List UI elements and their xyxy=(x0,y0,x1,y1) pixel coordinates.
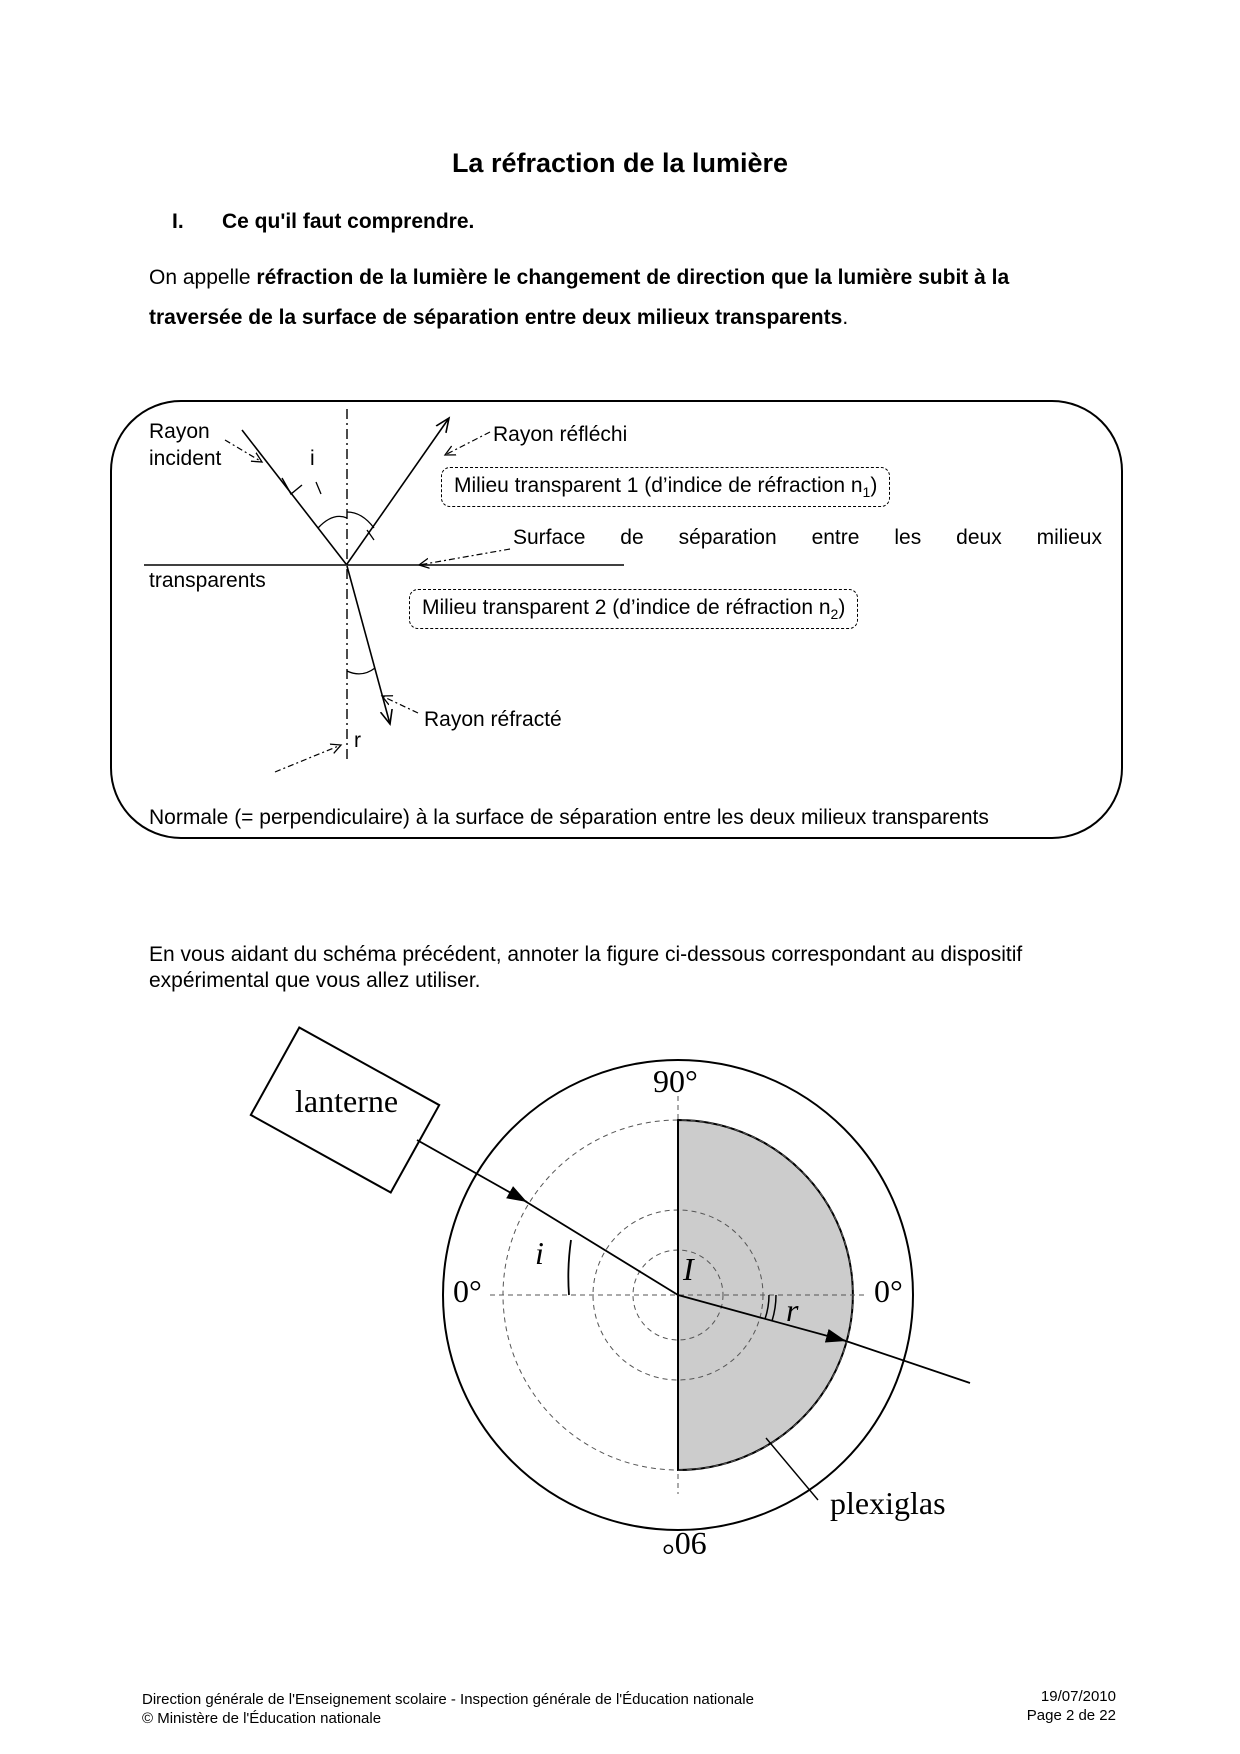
pointer-surface xyxy=(419,549,510,565)
milieu-2-text: Milieu transparent 2 (d’indice de réfraction n xyxy=(422,596,831,619)
label-rayon-refracte: Rayon réfracté xyxy=(424,708,562,731)
label-figure-i: i xyxy=(535,1235,544,1271)
label-surface-line2: transparents xyxy=(149,569,266,592)
label-rayon-reflechi: Rayon réfléchi xyxy=(493,423,628,446)
footer-left xyxy=(142,1690,754,1728)
milieu-1-sub: 1 xyxy=(862,484,871,501)
label-angle-r: r xyxy=(354,729,361,752)
figure-incident-ray xyxy=(417,1140,527,1202)
surface-word: entre xyxy=(811,526,860,549)
footer-line2: © Ministère de l'Éducation nationale xyxy=(142,1710,382,1727)
label-surface-line1 xyxy=(513,526,1102,550)
label-angle-left: 0° xyxy=(453,1273,482,1309)
box-milieu-1 xyxy=(441,467,890,507)
arc-refraction xyxy=(347,668,375,674)
section-number: I. xyxy=(172,210,184,233)
footer-date: 19/07/2010 xyxy=(1040,1688,1116,1705)
surface-word: de xyxy=(620,526,644,549)
label-angle-bottom: 90° xyxy=(662,1526,707,1562)
arc-reflection xyxy=(347,512,374,528)
refracted-ray xyxy=(347,566,390,724)
footer-line1: Direction générale de l'Enseignement scolaire - Inspection générale de l'Éducation nationale xyxy=(142,1691,754,1708)
arc-incidence xyxy=(318,516,347,528)
intro-prefix: On appelle xyxy=(149,266,257,289)
pointer-reflected xyxy=(445,432,490,455)
milieu-2-sub: 2 xyxy=(830,606,839,623)
label-rayon-incident-1: Rayon xyxy=(149,420,210,443)
label-rayon-incident-2: incident xyxy=(149,447,222,470)
section-title: Ce qu'il faut comprendre. xyxy=(222,210,475,233)
surface-word: Surface xyxy=(513,526,586,549)
label-angle-right: 0° xyxy=(874,1273,903,1309)
plexiglas-pointer xyxy=(766,1438,818,1500)
label-figure-r: r xyxy=(786,1292,799,1328)
label-lanterne: lanterne xyxy=(295,1083,399,1119)
label-normale: Normale (= perpendiculaire) à la surface de séparation entre les deux milieux transparents xyxy=(149,806,989,829)
box-milieu-2 xyxy=(409,589,858,629)
label-figure-I: I xyxy=(683,1251,694,1287)
pointer-refracted xyxy=(382,696,418,713)
milieu-1-text: Milieu transparent 1 (d’indice de réfraction n xyxy=(454,474,863,497)
footer-page: Page 2 de 22 xyxy=(1026,1707,1116,1724)
figure-arc-i xyxy=(568,1240,571,1295)
surface-word: séparation xyxy=(678,526,777,549)
surface-word: deux xyxy=(956,526,1002,549)
reflected-ray xyxy=(347,418,449,564)
label-plexiglas: plexiglas xyxy=(830,1485,946,1521)
page-title: La réfraction de la lumière xyxy=(451,148,789,178)
surface-word: milieux xyxy=(1036,526,1102,549)
milieu-2-end: ) xyxy=(838,596,846,619)
footer-right xyxy=(1027,1687,1116,1725)
instruction-paragraph: En vous aidant du schéma précédent, annoter la figure ci-dessous correspondant au dispositif expérimental que vous allez utiliser. xyxy=(149,943,1023,992)
label-angle-top: 90° xyxy=(653,1063,698,1099)
intro-suffix: . xyxy=(842,306,849,329)
pointer-normal xyxy=(275,745,341,772)
surface-word: les xyxy=(894,526,922,549)
pointer-incident xyxy=(225,440,262,462)
incident-ray xyxy=(242,430,346,564)
milieu-1-end: ) xyxy=(870,474,878,497)
intro-definition: réfraction de la lumière le changement de direction que la lumière subit à la traversée de la surface de séparation entre deux milieux transparents xyxy=(149,266,1010,329)
label-angle-i: i xyxy=(310,447,315,470)
